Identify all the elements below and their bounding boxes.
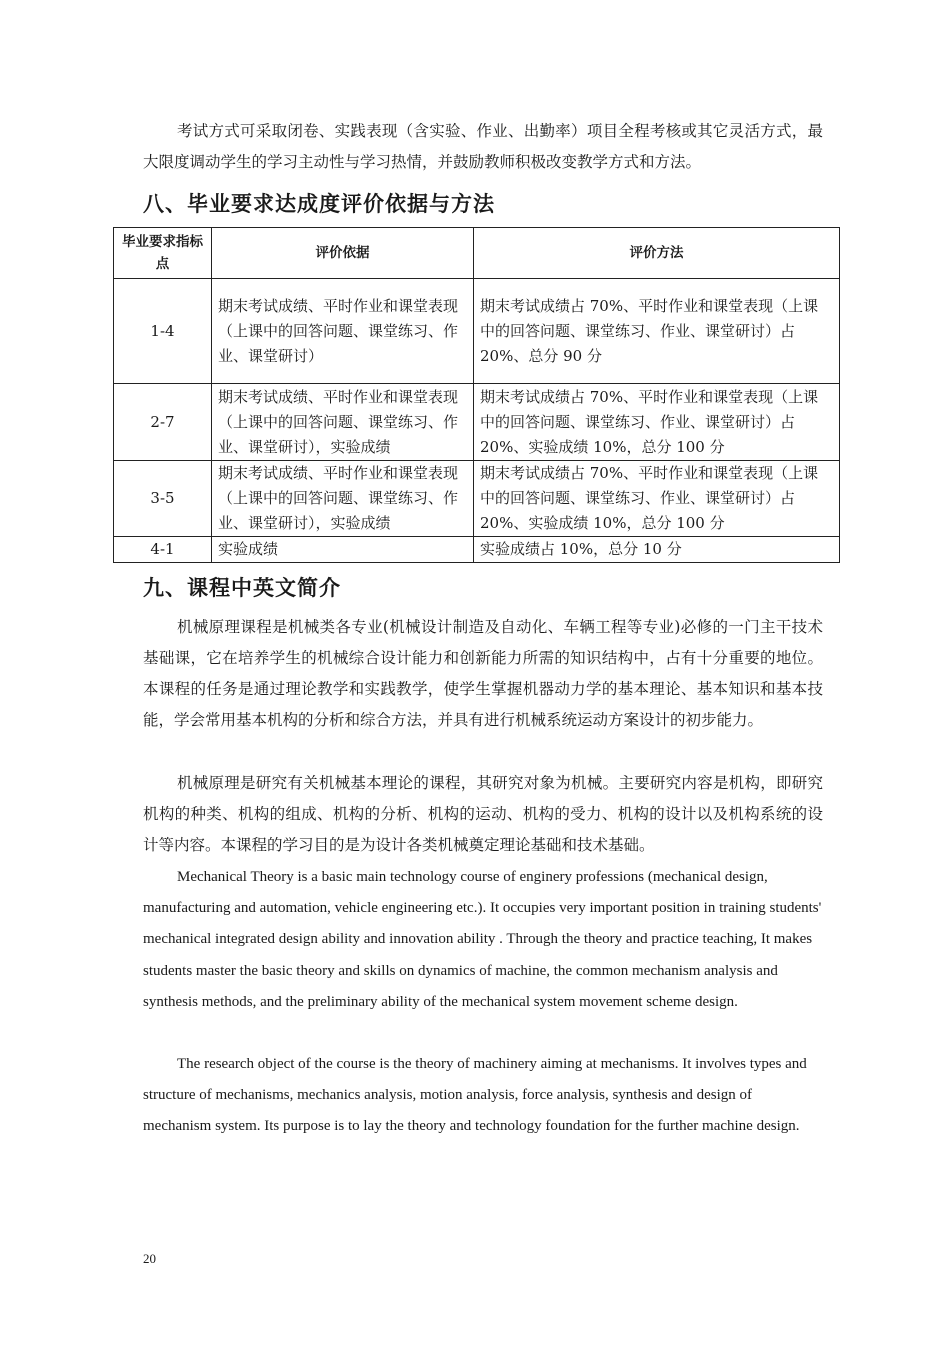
cell-point: 4-1: [114, 537, 212, 563]
intro-paragraph: 考试方式可采取闭卷、实践表现（含实验、作业、出勤率）项目全程考核或其它灵活方式，最大限度调动学生的学习主动性与学习热情，并鼓励教师积极改变教学方式和方法。: [143, 122, 823, 171]
en-paragraph-1: Mechanical Theory is a basic main technology course of enginery professions (mechanical design, manufacturing and automation, vehicle engineering etc.). It occupies very important position in training students' mechanical integrated design ability and innovation ability . Through the theory and practice teaching, It makes students master the basic theory and skills on dynamics of machine, the common mechanism analysis and synthesis methods, and the preliminary ability of the mechanical system movement scheme design.: [143, 869, 822, 1010]
cn-paragraph-2: 机械原理是研究有关机械基本理论的课程，其研究对象为机械。主要研究内容是机构，即研究机构的种类、机构的组成、机构的分析、机构的运动、机构的受力、机构的设计以及机构系统的设计等内容。本课程的学习目的是为设计各类机械奠定理论基础和技术基础。: [143, 774, 823, 854]
header-indicator: 毕业要求指标点: [114, 228, 212, 279]
cell-point: 2-7: [114, 384, 212, 461]
header-method: 评价方法: [474, 228, 840, 279]
cell-basis: 期末考试成绩、平时作业和课堂表现（上课中的回答问题、课堂练习、作业、课堂研讨），实验成绩: [212, 384, 474, 461]
table-row: [114, 461, 840, 537]
header-basis: 评价依据: [212, 228, 474, 279]
cn-paragraph-1: 机械原理课程是机械类各专业(机械设计制造及自动化、车辆工程等专业)必修的一门主干技术基础课，它在培养学生的机械综合设计能力和创新能力所需的知识结构中，占有十分重要的地位。本课程的任务是通过理论教学和实践教学，使学生掌握机器动力学的基本理论、基本知识和基本技能，学会常用基本机构的分析和综合方法，并具有进行机械系统运动方案设计的初步能力。: [143, 618, 823, 729]
table-row: [114, 384, 840, 461]
section-8-heading: 八、毕业要求达成度评价依据与方法: [143, 192, 495, 216]
cell-method: 期末考试成绩占 70%、平时作业和课堂表现（上课中的回答问题、课堂练习、作业、课堂研讨）占 20%、实验成绩 10%，总分 100 分: [474, 384, 840, 461]
cell-basis: 期末考试成绩、平时作业和课堂表现（上课中的回答问题、课堂练习、作业、课堂研讨）: [212, 279, 474, 384]
evaluation-table: [113, 227, 840, 563]
cell-basis: 实验成绩: [212, 537, 474, 563]
table-row: [114, 537, 840, 563]
section-9-heading: 九、课程中英文简介: [143, 576, 341, 600]
cell-method: 期末考试成绩占 70%、平时作业和课堂表现（上课中的回答问题、课堂练习、作业、课堂研讨）占 20%、总分 90 分: [474, 279, 840, 384]
en-paragraph-2: The research object of the course is the theory of machinery aiming at mechanisms. It involves types and structure of mechanisms, mechanics analysis, motion analysis, force analysis, synthesis and design of mechanism system. Its purpose is to lay the theory and technology foundation for the further machine design.: [143, 1056, 807, 1135]
table-row: [114, 279, 840, 384]
cell-method: 实验成绩占 10%，总分 10 分: [474, 537, 840, 563]
page-number: 20: [143, 1251, 156, 1266]
table-header-row: [114, 228, 840, 279]
cell-point: 3-5: [114, 461, 212, 537]
cell-point: 1-4: [114, 279, 212, 384]
cell-basis: 期末考试成绩、平时作业和课堂表现（上课中的回答问题、课堂练习、作业、课堂研讨），实验成绩: [212, 461, 474, 537]
cell-method: 期末考试成绩占 70%、平时作业和课堂表现（上课中的回答问题、课堂练习、作业、课堂研讨）占 20%、实验成绩 10%，总分 100 分: [474, 461, 840, 537]
